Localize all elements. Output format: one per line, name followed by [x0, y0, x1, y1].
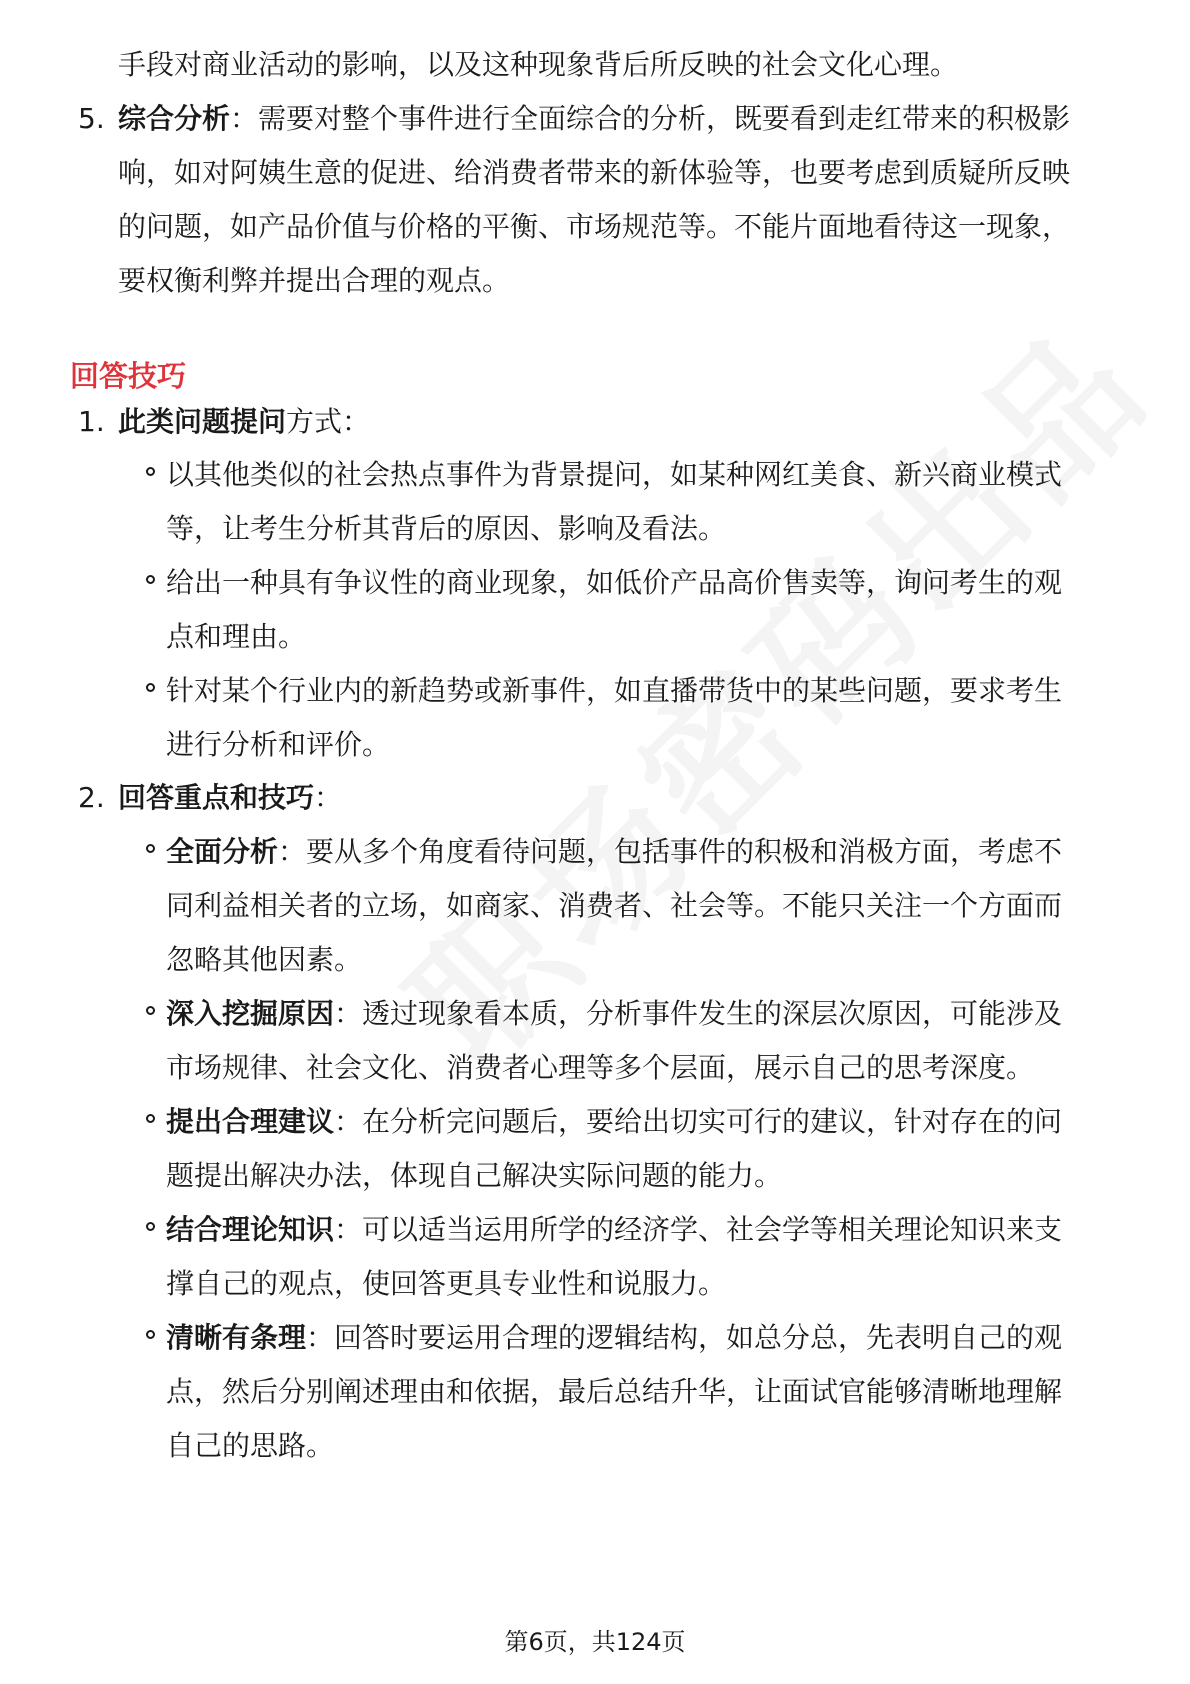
bullet-icon [146, 844, 155, 853]
page-number: 第6页，共124页 [504, 1628, 686, 1656]
q1-bullet-3-line-1: 针对某个行业内的新趋势或新事件，如直播带货中的某些问题，要求考生 [166, 674, 1063, 707]
bullet-icon [146, 1114, 155, 1123]
q2-point-5-line-1: 清晰有条理：回答时要运用合理的逻辑结构，如总分总，先表明自己的观 [166, 1321, 1063, 1354]
bullet-icon [146, 1330, 155, 1339]
q1-bullet-1-line-1: 以其他类似的社会热点事件为背景提问，如某种网红美食、新兴商业模式 [166, 458, 1063, 491]
q1-title: 此类问题提问 [118, 405, 287, 438]
item-5-line-4: 要权衡利弊并提出合理的观点。 [118, 264, 511, 297]
q2-heading: 回答重点和技巧： [118, 781, 343, 814]
q1-bullet-1-line-2: 等，让考生分析其背后的原因、影响及看法。 [166, 512, 727, 545]
q1-number: 1. [78, 405, 105, 438]
q1-bullet-3-line-2: 进行分析和评价。 [166, 728, 391, 761]
q2-point-1-line-3: 忽略其他因素。 [166, 943, 363, 976]
q2-point-5-line-2: 点，然后分别阐述理由和依据，最后总结升华，让面试官能够清晰地理解 [166, 1375, 1063, 1408]
bullet-icon [146, 1222, 155, 1231]
q1-bullet-2-line-2: 点和理由。 [166, 620, 307, 653]
q2-point-1-line-1: 全面分析：要从多个角度看待问题，包括事件的积极和消极方面，考虑不 [166, 835, 1063, 868]
q2-point-1-line-2: 同利益相关者的立场，如商家、消费者、社会等。不能只关注一个方面而 [166, 889, 1063, 922]
bullet-icon [146, 683, 155, 692]
item-5-line-2: 响，如对阿姨生意的促进、给消费者带来的新体验等，也要考虑到质疑所反映 [118, 156, 1071, 189]
item-5-line-3: 的问题，如产品价值与价格的平衡、市场规范等。不能片面地看待这一现象， [118, 210, 1071, 243]
item-5-number: 5. [78, 102, 105, 135]
q2-point-3-line-1: 提出合理建议：在分析完问题后，要给出切实可行的建议，针对存在的问 [166, 1105, 1063, 1138]
q1-heading: 此类问题提问方式： [118, 405, 371, 438]
q2-point-4-line-2: 撑自己的观点，使回答更具专业性和说服力。 [166, 1267, 727, 1300]
q2-point-3-line-2: 题提出解决办法，体现自己解决实际问题的能力。 [166, 1159, 783, 1192]
intro-line: 手段对商业活动的影响，以及这种现象背后所反映的社会文化心理。 [118, 48, 959, 81]
section-heading: 回答技巧 [70, 359, 187, 393]
item-5-line-1: 综合分析：需要对整个事件进行全面综合的分析，既要看到走红带来的积极影 [118, 102, 1071, 135]
bullet-icon [146, 1006, 155, 1015]
q1-bullet-2-line-1: 给出一种具有争议性的商业现象，如低价产品高价售卖等，询问考生的观 [166, 566, 1063, 599]
q2-point-4-line-1: 结合理论知识：可以适当运用所学的经济学、社会学等相关理论知识来支 [166, 1213, 1063, 1246]
q2-point-2-line-2: 市场规律、社会文化、消费者心理等多个层面，展示自己的思考深度。 [166, 1051, 1035, 1084]
q2-point-5-line-3: 自己的思路。 [166, 1429, 335, 1462]
q2-number: 2. [78, 781, 105, 814]
q2-point-2-line-1: 深入挖掘原因：透过现象看本质，分析事件发生的深层次原因，可能涉及 [166, 997, 1063, 1030]
bullet-icon [146, 575, 155, 584]
item-5-title: 综合分析 [118, 102, 231, 135]
q2-title: 回答重点和技巧 [118, 781, 315, 814]
bullet-icon [146, 467, 155, 476]
